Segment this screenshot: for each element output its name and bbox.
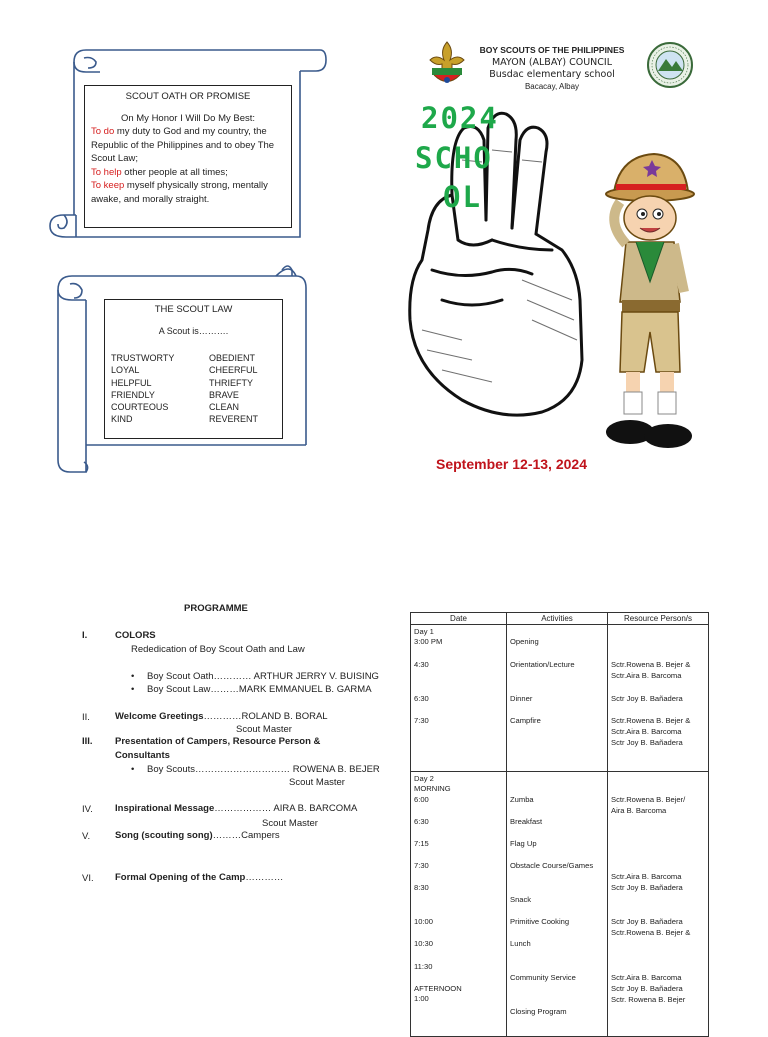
law-trait: FRIENDLY xyxy=(111,389,155,400)
programme-welcome-role: Scout Master xyxy=(236,724,292,735)
programme-title: PROGRAMME xyxy=(184,603,248,614)
day2-activity: Primitive Cooking xyxy=(510,917,570,926)
day2-activity: Community Service xyxy=(510,973,576,982)
oath-line-5: To keep myself physically strong, mentally xyxy=(91,180,268,191)
oath-line-1: To do my duty to God and my country, the xyxy=(91,126,267,137)
day2-afternoon: AFTERNOON xyxy=(414,984,462,993)
day2-time: 8:30 xyxy=(414,883,429,892)
day1-activities xyxy=(507,625,608,772)
schedule-day2-row xyxy=(411,772,709,1037)
programme-num-3: III. xyxy=(82,736,93,747)
day2-person: Sctr.Rowena B. Bejer/ xyxy=(611,795,686,804)
year-text: 2024 xyxy=(421,101,499,135)
day2-time: 6:00 xyxy=(414,795,429,804)
day1-person: Sctr.Aira B. Barcoma xyxy=(611,727,682,736)
header-school: Busdac elementary school xyxy=(489,69,615,80)
day2-person: Sctr Joy B. Bañadera xyxy=(611,984,683,993)
oath-line-3: Scout Law; xyxy=(91,153,138,164)
law-title: THE SCOUT LAW xyxy=(154,304,233,315)
programme-law-bullet: • Boy Scout Law………MARK EMMANUEL B. GARMA xyxy=(147,684,372,695)
programme-scouts-role: Scout Master xyxy=(289,777,345,788)
bsp-logo xyxy=(424,40,470,90)
day2-activities xyxy=(507,772,608,1037)
oath-line-6: awake, and morally straight. xyxy=(91,193,210,205)
programme-presentation: Presentation of Campers, Resource Person & xyxy=(115,736,321,747)
header-council: MAYON (ALBAY) COUNCIL xyxy=(491,57,613,68)
law-trait: HELPFUL xyxy=(111,377,152,388)
header-org: BOY SCOUTS OF THE PHILIPPINES xyxy=(479,45,625,55)
day2-person: Sctr.Rowena B. Bejer & xyxy=(611,928,691,937)
day2-time: 10:00 xyxy=(414,917,434,926)
programme-num-5: V. xyxy=(82,831,91,842)
programme-num-2: II. xyxy=(82,712,90,723)
programme-colors: COLORS xyxy=(115,630,156,641)
day2-activity: Lunch xyxy=(510,939,531,948)
day2-people xyxy=(608,772,709,1037)
programme-oath-bullet: • Boy Scout Oath………… ARTHUR JERRY V. BUISING xyxy=(147,671,379,682)
day1-time: 6:30 xyxy=(414,694,429,703)
title-word-2: OL xyxy=(443,180,482,214)
day2-time: 10:30 xyxy=(414,939,434,948)
day1-time: 7:30 xyxy=(414,716,429,725)
day1-person: Sctr.Aira B. Barcoma xyxy=(611,671,682,680)
day2-dates xyxy=(411,772,507,1037)
oath-line-0: On My Honor I Will Do My Best: xyxy=(120,112,256,124)
oath-line-4: To help other people at all times; xyxy=(91,166,228,178)
schedule-table xyxy=(410,612,709,1037)
law-traits xyxy=(105,352,282,426)
day1-activity: Dinner xyxy=(510,694,533,703)
programme-scouts-bullet: • Boy Scouts………………………… ROWENA B. BEJER xyxy=(147,764,380,775)
day2-activity: Breakfast xyxy=(510,817,543,826)
day2-time: 6:30 xyxy=(414,817,429,826)
school-seal xyxy=(646,41,694,89)
day2-time: 11:30 xyxy=(414,962,433,971)
programme-inspirational-role: Scout Master xyxy=(262,818,318,829)
day1-activity: Opening xyxy=(510,637,539,646)
law-trait: CLEAN xyxy=(209,402,240,413)
day2-person: Aira B. Barcoma xyxy=(611,806,667,815)
law-trait: OBEDIENT xyxy=(209,353,256,363)
day1-person: Sctr.Rowena B. Bejer & xyxy=(611,716,691,725)
day1-people xyxy=(608,625,709,772)
programme-presentation-2: Consultants xyxy=(115,750,170,761)
day2-person: Sctr Joy B. Bañadera xyxy=(611,883,683,892)
schedule-day1-row xyxy=(411,625,709,772)
day2-activity: Flag Up xyxy=(510,839,537,848)
programme-welcome: Welcome Greetings…………ROLAND B. BORAL xyxy=(115,711,328,722)
col-resource: Resource Person/s xyxy=(608,613,709,625)
programme-num-6: VI. xyxy=(82,873,94,884)
programme-colors-sub: Rededication of Boy Scout Oath and Law xyxy=(131,644,305,655)
day1-person: Sctr Joy B. Bañadera xyxy=(611,738,683,747)
day2-activity: Zumba xyxy=(510,795,534,804)
day1-person: Sctr.Rowena B. Bejer & xyxy=(611,660,691,669)
programme-song: Song (scouting song)………Campers xyxy=(115,830,280,841)
day1-time: 3:00 PM xyxy=(414,637,443,646)
day2-person: Sctr.Aira B. Barcoma xyxy=(611,973,682,982)
day1-activity: Campfire xyxy=(510,716,541,725)
day1-activity: Orientation/Lecture xyxy=(510,660,575,669)
col-date: Date xyxy=(411,613,507,625)
day2-person: Sctr. Rowena B. Bejer xyxy=(611,995,686,1004)
oath-line-2: Republic of the Philippines and to obey The xyxy=(91,139,275,151)
law-trait: TRUSTWORTY xyxy=(111,353,175,363)
title-word-1: SCHO xyxy=(415,141,493,175)
day2-person: Sctr Joy B. Bañadera xyxy=(611,917,683,926)
law-trait: CHEERFUL xyxy=(209,365,258,376)
col-activities: Activities xyxy=(507,613,608,625)
law-intro: A Scout is………. xyxy=(158,325,229,336)
day2-activity: Snack xyxy=(510,895,532,904)
day1-person: Sctr Joy B. Bañadera xyxy=(611,694,683,703)
law-trait: KIND xyxy=(111,414,133,425)
scout-boy-illustration xyxy=(600,152,700,452)
day1-dates xyxy=(411,625,507,772)
law-box xyxy=(104,299,283,439)
law-trait: COURTEOUS xyxy=(111,402,169,413)
programme-opening: Formal Opening of the Camp………… xyxy=(115,872,284,883)
programme-num-1: I. xyxy=(82,630,88,641)
header-place: Bacacay, Albay xyxy=(524,82,580,91)
day1-time: 4:30 xyxy=(414,660,429,669)
day2-morning: MORNING xyxy=(414,784,451,793)
law-trait: LOYAL xyxy=(111,365,140,376)
law-trait: THRIEFTY xyxy=(209,377,253,388)
day2-time: 7:15 xyxy=(414,839,429,848)
programme-num-4: IV. xyxy=(82,804,93,815)
oath-title: SCOUT OATH OR PROMISE xyxy=(125,91,251,102)
event-date: September 12-13, 2024 xyxy=(436,456,587,472)
day2-time: 1:00 xyxy=(414,994,429,1003)
day2-activity: Obstacle Course/Games xyxy=(510,861,594,870)
programme-inspirational: Inspirational Message……………… AIRA B. BARCOMA xyxy=(115,803,358,814)
law-trait: REVERENT xyxy=(209,414,259,425)
law-trait: BRAVE xyxy=(209,389,239,400)
schedule-header-row xyxy=(411,613,709,625)
day1-label: Day 1 xyxy=(414,627,434,636)
day2-person: Sctr.Aira B. Barcoma xyxy=(611,872,682,881)
day2-time: 7:30 xyxy=(414,861,429,870)
day2-label: Day 2 xyxy=(414,774,434,783)
day2-activity: Closing Program xyxy=(510,1007,567,1016)
